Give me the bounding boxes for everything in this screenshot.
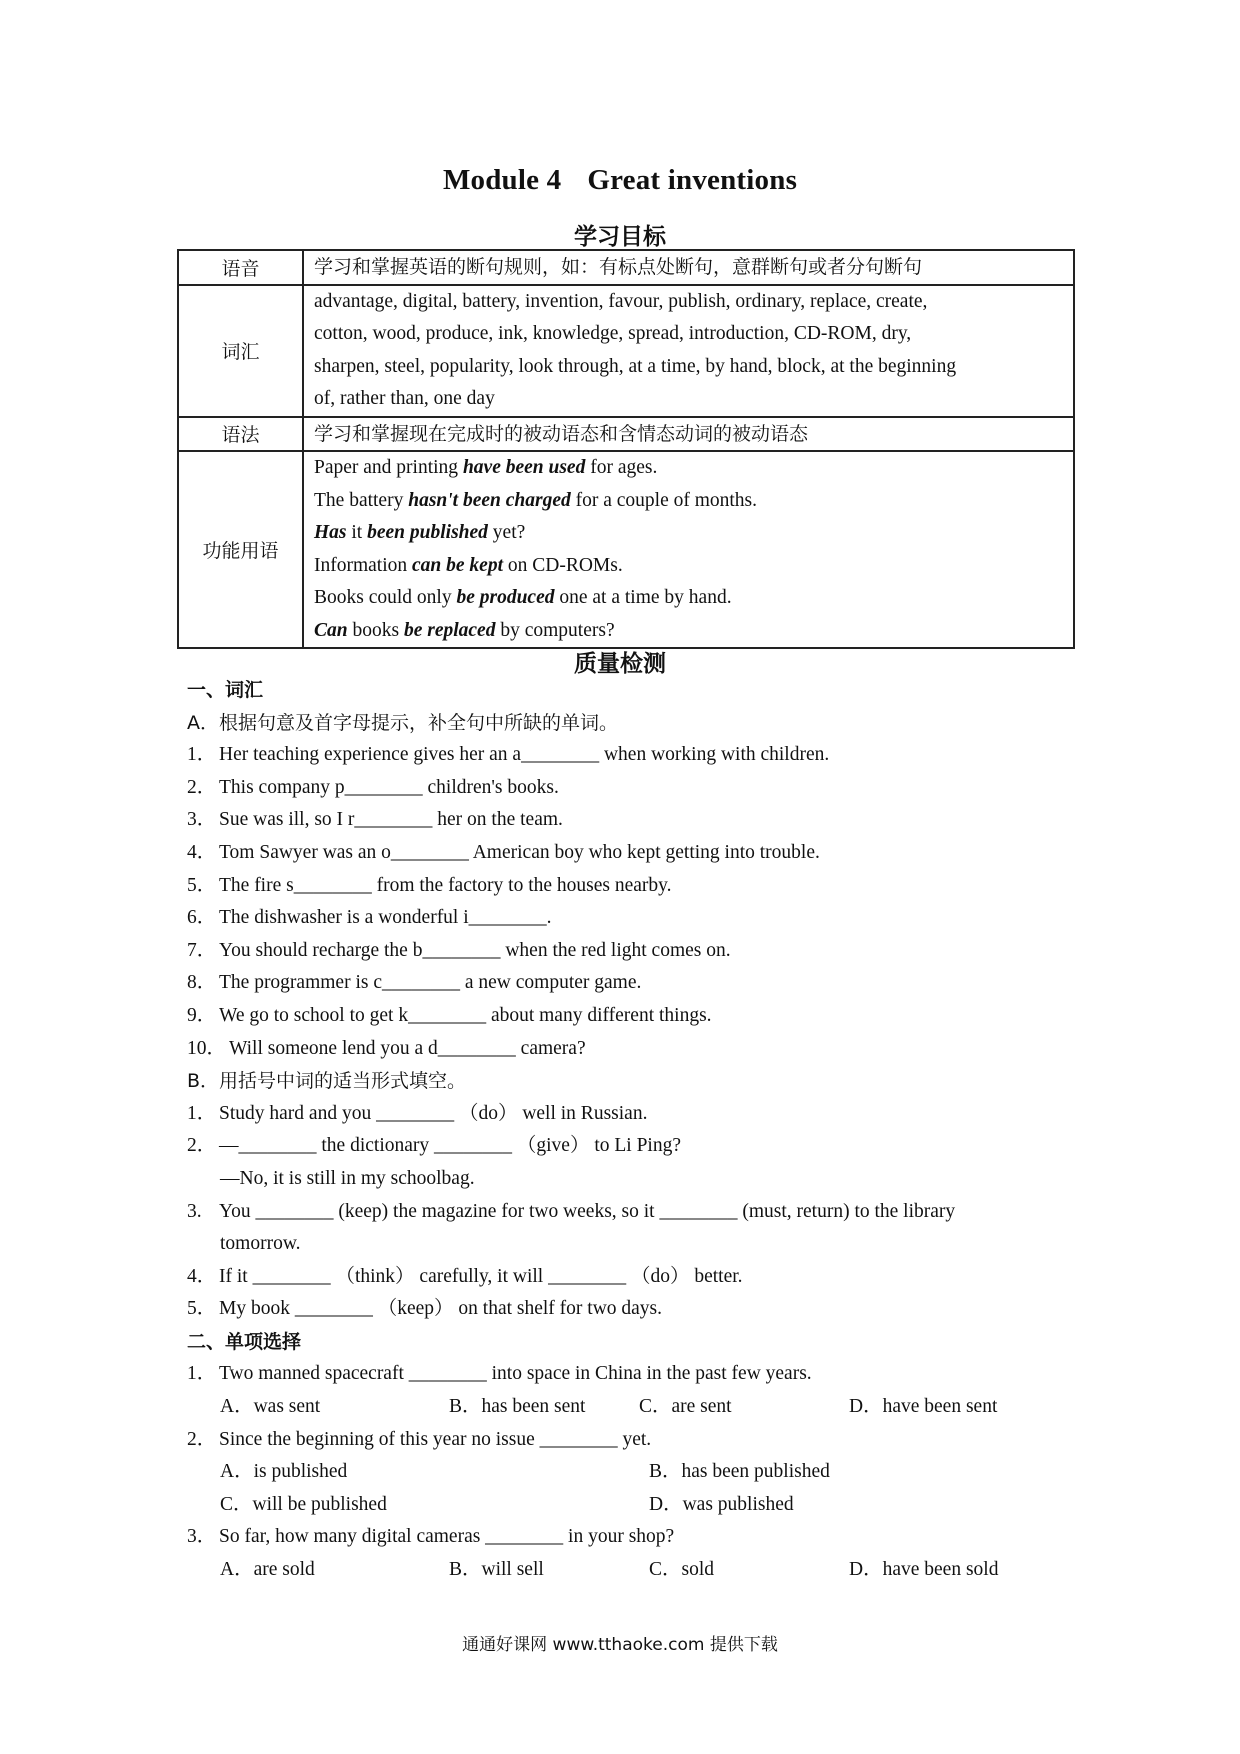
function-sentence: Books could only be produced one at a time by hand. xyxy=(314,587,732,608)
question-options xyxy=(187,1554,1067,1587)
list-item: 10． Will someone lend you a d________ camera? xyxy=(187,1037,586,1059)
list-item: 5． The fire s________ from the factory to the houses nearby. xyxy=(187,874,672,896)
option: C．are sent xyxy=(639,1396,732,1418)
vocabulary-list xyxy=(303,285,1074,417)
list-item: 3.You ________ (keep) the magazine for two weeks, so it ________ (must, return) to the library xyxy=(187,1200,956,1222)
function-sentence: Can books be replaced by computers? xyxy=(314,619,615,641)
option: D．have been sold xyxy=(849,1559,999,1581)
function-sentence: Paper and printing have been used for ages. xyxy=(314,457,658,478)
list-item: 4． If it ________ （think） carefully, it will ________ （do） better. xyxy=(187,1265,743,1287)
function-sentence: Has it been published yet? xyxy=(314,522,526,543)
vocabulary-label: 词汇 xyxy=(178,285,303,417)
question: 2． Since the beginning of this year no issue ________ yet. xyxy=(187,1428,652,1450)
exercises xyxy=(187,674,1067,1587)
question-options xyxy=(187,1391,1067,1424)
question-options xyxy=(187,1489,1067,1522)
question-options xyxy=(187,1456,1067,1489)
vocabulary-line: sharpen, steel, popularity, look through, at a time, by hand, block, at the beginning xyxy=(314,355,957,377)
list-item: 1． Study hard and you ________ （do） well in Russian. xyxy=(187,1102,648,1124)
option: C．will be published xyxy=(220,1493,387,1515)
goals-row-functions xyxy=(178,451,1074,648)
question: 1． Two manned spacecraft ________ into space in China in the past few years. xyxy=(187,1363,812,1385)
goals-heading: 学习目标 xyxy=(574,224,666,250)
goals-row-vocabulary xyxy=(178,285,1074,417)
option: A．are sold xyxy=(220,1559,315,1581)
function-sentence: Information can be kept on CD-ROMs. xyxy=(314,554,623,576)
pronunciation-label: 语音 xyxy=(178,250,303,285)
grammar-text: 学习和掌握现在完成时的被动语态和含情态动词的被动语态 xyxy=(303,417,1074,452)
option: B．has been published xyxy=(649,1461,830,1483)
list-item: tomorrow. xyxy=(220,1233,301,1255)
list-item: 8． The programmer is c________ a new computer game. xyxy=(187,972,642,994)
option: A．is published xyxy=(220,1461,348,1483)
list-item: 1． Her teaching experience gives her an a________ when working with children. xyxy=(187,744,830,766)
list-item: 6． The dishwasher is a wonderful i________. xyxy=(187,907,552,929)
option: D．was published xyxy=(649,1493,794,1515)
learning-goals-table xyxy=(177,249,1075,649)
option: A．was sent xyxy=(220,1396,321,1418)
option: C．sold xyxy=(649,1559,715,1581)
list-item: 2． —________ the dictionary ________ （give） to Li Ping? xyxy=(187,1135,681,1157)
pronunciation-text: 学习和掌握英语的断句规则，如：有标点处断句，意群断句或者分句断句 xyxy=(303,250,1074,285)
page-title: Module 4 Great inventions xyxy=(442,164,798,196)
page-footer: 通通好课网 www.tthaoke.com 提供下载 xyxy=(462,1635,778,1655)
vocabulary-line: advantage, digital, battery, invention, favour, publish, ordinary, replace, create, xyxy=(314,290,928,312)
goals-row-grammar xyxy=(178,417,1074,452)
section-vocabulary-title: 一、词汇 xyxy=(187,679,264,701)
option: D．have been sent xyxy=(849,1396,998,1418)
list-item: 5． My book ________ （keep） on that shelf for two days. xyxy=(187,1298,663,1320)
option: B．has been sent xyxy=(449,1396,586,1418)
grammar-label: 语法 xyxy=(178,417,303,452)
list-item: 4． Tom Sawyer was an o________ American boy who kept getting into trouble. xyxy=(187,841,820,863)
function-sentence: The battery hasn't been charged for a couple of months. xyxy=(314,489,758,511)
check-heading: 质量检测 xyxy=(574,651,666,677)
part-b-instruction: B．用括号中词的适当形式填空。 xyxy=(187,1070,467,1093)
functions-list xyxy=(303,451,1074,648)
list-item: 9． We go to school to get k________ about many different things. xyxy=(187,1004,712,1026)
option: B．will sell xyxy=(449,1559,544,1581)
list-item: 7． You should recharge the b________ when the red light comes on. xyxy=(187,939,731,961)
list-item: —No, it is still in my schoolbag. xyxy=(220,1167,475,1189)
goals-row-pronunciation xyxy=(178,250,1074,285)
vocabulary-line: of, rather than, one day xyxy=(314,388,495,409)
functions-label: 功能用语 xyxy=(178,451,303,648)
list-item: 2． This company p________ children's books. xyxy=(187,776,559,798)
question: 3． So far, how many digital cameras ________ in your shop? xyxy=(187,1526,675,1548)
vocabulary-line: cotton, wood, produce, ink, knowledge, spread, introduction, CD-ROM, dry, xyxy=(314,323,912,344)
section-choice-title: 二、单项选择 xyxy=(187,1330,302,1353)
part-a-instruction: A．根据句意及首字母提示，补全句中所缺的单词。 xyxy=(187,711,618,734)
list-item: 3． Sue was ill, so I r________ her on the team. xyxy=(187,809,563,831)
